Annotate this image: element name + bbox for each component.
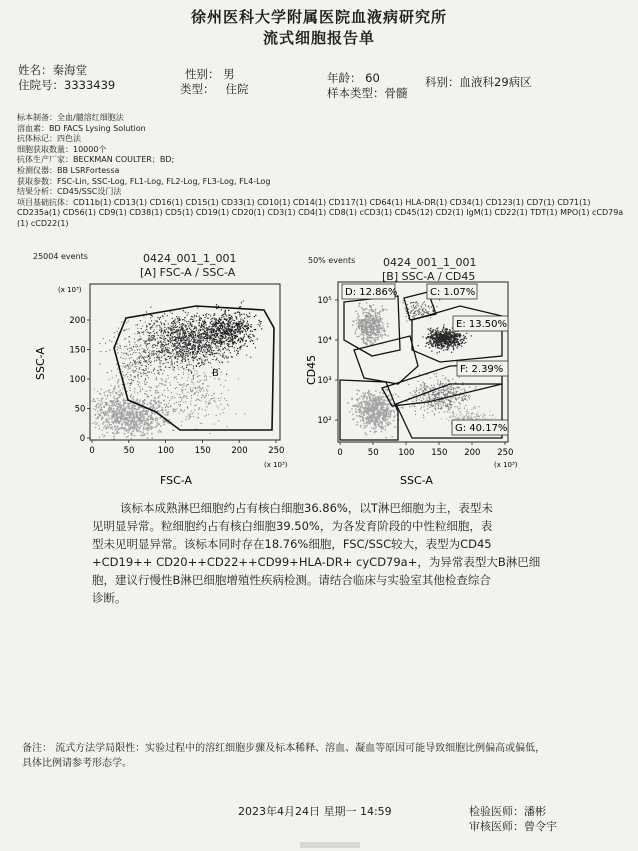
y-tick-label: 10² (317, 416, 332, 426)
method-line: 获取参数：FSC-Lin, SSC-Log, FL1-Log, FL2-Log, FL3-Log, FL4-Log (17, 176, 271, 186)
reviewer-name: 曾令宇 (524, 820, 557, 833)
x-tick-label: 0 (337, 448, 343, 458)
patient-age-label: 年龄： (327, 71, 362, 85)
patient-dept: 血液科29病区 (459, 75, 532, 89)
plot-a-x-ticks (89, 440, 284, 456)
plot-b-y-ticks (317, 296, 338, 426)
patient-sample-row (327, 85, 408, 101)
plot-a-dots (91, 301, 262, 440)
method-line: 抗体标记：四色法 (17, 134, 81, 144)
y-tick-label: 10³ (317, 376, 332, 386)
plot-b-gate-f-label: F: 2.39% (460, 364, 504, 375)
plot-b-file: 0424_001_1_001 (383, 256, 477, 269)
note-line-2: 具体比例请参考形态学。 (22, 758, 132, 769)
plot-b-gate-c-label: C: 1.07% (430, 287, 476, 298)
method-line: (1) cCD22(1) (17, 218, 69, 228)
patient-type: 住院 (225, 82, 249, 96)
x-tick-label: 150 (431, 448, 448, 458)
patient-dept-row (425, 74, 532, 90)
plot-a-title: [A] FSC-A / SSC-A (140, 266, 236, 279)
patient-sex-label: 性别： (185, 67, 220, 81)
patient-sex-row (185, 66, 235, 82)
y-tick-label: 0 (79, 434, 86, 444)
plot-a-y-unit: (x 10³) (58, 286, 82, 294)
y-tick-label: 100 (69, 375, 86, 385)
x-tick-label: 50 (123, 446, 135, 456)
method-block (17, 113, 623, 230)
page-bleed (300, 842, 360, 848)
plot-a-fsc-ssc (30, 280, 300, 490)
patient-sex: 男 (223, 67, 235, 81)
conclusion (92, 499, 612, 607)
hospital-name: 徐州医科大学附属医院血液病研究所 (190, 8, 447, 26)
plot-b-gate-e-label: E: 13.50% (456, 319, 507, 330)
conclusion-line: 型未见明显异常。该标本同时存在18.76%细胞，FSC/SSC较大，表型为CD45 (92, 537, 492, 551)
plot-a-xlabel: FSC-A (160, 474, 193, 487)
reviewer-label: 审核医师： (469, 820, 524, 833)
plot-b-events: 50% events (308, 256, 356, 265)
conclusion-line: 该标本成熟淋巴细胞约占有核白细胞36.86%，以T淋巴细胞为主，表型未 (120, 501, 493, 515)
x-tick-label: 150 (194, 446, 211, 456)
report-date: 2023年4月24日 星期一 14:59 (238, 805, 392, 818)
y-tick-label: 10⁵ (317, 296, 332, 306)
method-line: CD235a(1) CD56(1) CD9(1) CD38(1) CD5(1) CD19(1) CD20(1) CD3(1) CD4(1) CD8(1) cCD3(1) CD45(12) CD2(1) IgM(1) CD22(1) TDT(1) MPO(1) cCD79a (17, 208, 624, 218)
note-line-1: 流式方法学局限性：实验过程中的溶红细胞步骤及标本稀释、溶血、凝血等原因可能导致细胞比例偏高或偏低， (55, 743, 546, 754)
plot-b-gate-g-label: G: 40.17% (455, 423, 508, 434)
x-tick-label: 50 (367, 448, 379, 458)
reviewer-row (469, 818, 557, 834)
patient-name-label: 姓名： (18, 63, 53, 77)
patient-sample-label: 样本类型： (327, 86, 385, 100)
method-line: 结果分析：CD45/SSC设门法 (17, 187, 122, 197)
method-line: 项目基础抗体：CD11b(1) CD13(1) CD16(1) CD15(1) CD33(1) CD10(1) CD14(1) CD117(1) CD64(1) HLA-DR(1) CD34(1) CD123(1) CD7(1) CD71(1) (17, 197, 591, 207)
plot-b-title: [B] SSC-A / CD45 (382, 270, 476, 283)
patient-id-row (18, 77, 115, 93)
method-line: 细胞获取数量：10000个 (17, 144, 107, 154)
y-tick-label: 10⁴ (317, 336, 332, 346)
patient-name-row (18, 62, 87, 78)
plot-a-y-ticks (69, 316, 90, 444)
plot-b-ssc-cd45 (300, 280, 530, 490)
conclusion-line: 胞，建议行慢性B淋巴细胞增殖性疾病检测。请结合临床与实验室其他检查综合 (92, 573, 491, 587)
x-tick-label: 100 (398, 448, 415, 458)
tester-name: 潘彬 (524, 805, 546, 818)
plot-a-events: 25004 events (33, 252, 88, 261)
patient-dept-label: 科别： (425, 75, 460, 89)
plot-b-gate-f-left (354, 336, 418, 384)
patient-name: 秦海堂 (52, 63, 87, 77)
conclusion-line: +CD19++ CD20++CD22++CD99+HLA-DR+ cyCD79a+，为异常表型大B淋巴细 (92, 555, 541, 569)
method-line: 检测仪器：BB LSRFortessa (17, 165, 120, 175)
plot-b-gate-d-label: D: 12.86% (345, 287, 398, 298)
y-tick-label: 150 (69, 345, 86, 356)
patient-type-row (180, 81, 248, 97)
plot-b-x-unit: (x 10³) (494, 461, 518, 469)
patient-age-row (327, 70, 380, 86)
conclusion-line: 诊断。 (92, 591, 127, 605)
patient-sample: 骨髓 (384, 86, 408, 100)
note-label: 备注： (22, 743, 52, 754)
conclusion-line: 见明显异常。粒细胞约占有核白细胞39.50%，为各发育阶段的中性粒细胞，表 (92, 519, 493, 533)
x-tick-label: 100 (157, 446, 175, 456)
method-line: 标本制备：全血/髓溶红细胞法 (17, 113, 124, 122)
plot-a-gate-label: B (212, 368, 219, 379)
tester-label: 检验医师： (469, 805, 524, 818)
plot-a-x-unit: (x 10³) (264, 461, 288, 469)
plot-b-x-ticks (337, 442, 513, 458)
patient-id-label: 住院号： (18, 78, 64, 92)
x-tick-label: 250 (497, 448, 514, 458)
method-line: 抗体生产厂家：BECKMAN COULTER；BD; (17, 155, 175, 165)
x-tick-label: 200 (464, 448, 481, 458)
plot-b-ylabel: CD45 (305, 354, 318, 385)
report-title: 流式细胞报告单 (262, 29, 375, 47)
x-tick-label: 250 (268, 446, 285, 456)
x-tick-label: 0 (89, 446, 95, 456)
tester-row (469, 803, 546, 819)
plot-a-ylabel: SSC-A (34, 347, 47, 380)
x-tick-label: 200 (231, 446, 248, 456)
patient-id: 3333439 (64, 78, 116, 92)
y-tick-label: 50 (74, 404, 86, 415)
method-line: 溶血素：BD FACS Lysing Solution (17, 123, 146, 133)
plot-b-xlabel: SSC-A (400, 474, 433, 487)
patient-type-label: 类型： (180, 82, 215, 96)
y-tick-label: 200 (69, 316, 86, 326)
patient-age: 60 (365, 71, 380, 85)
plot-a-file: 0424_001_1_001 (143, 252, 237, 265)
footer-note (22, 741, 545, 771)
